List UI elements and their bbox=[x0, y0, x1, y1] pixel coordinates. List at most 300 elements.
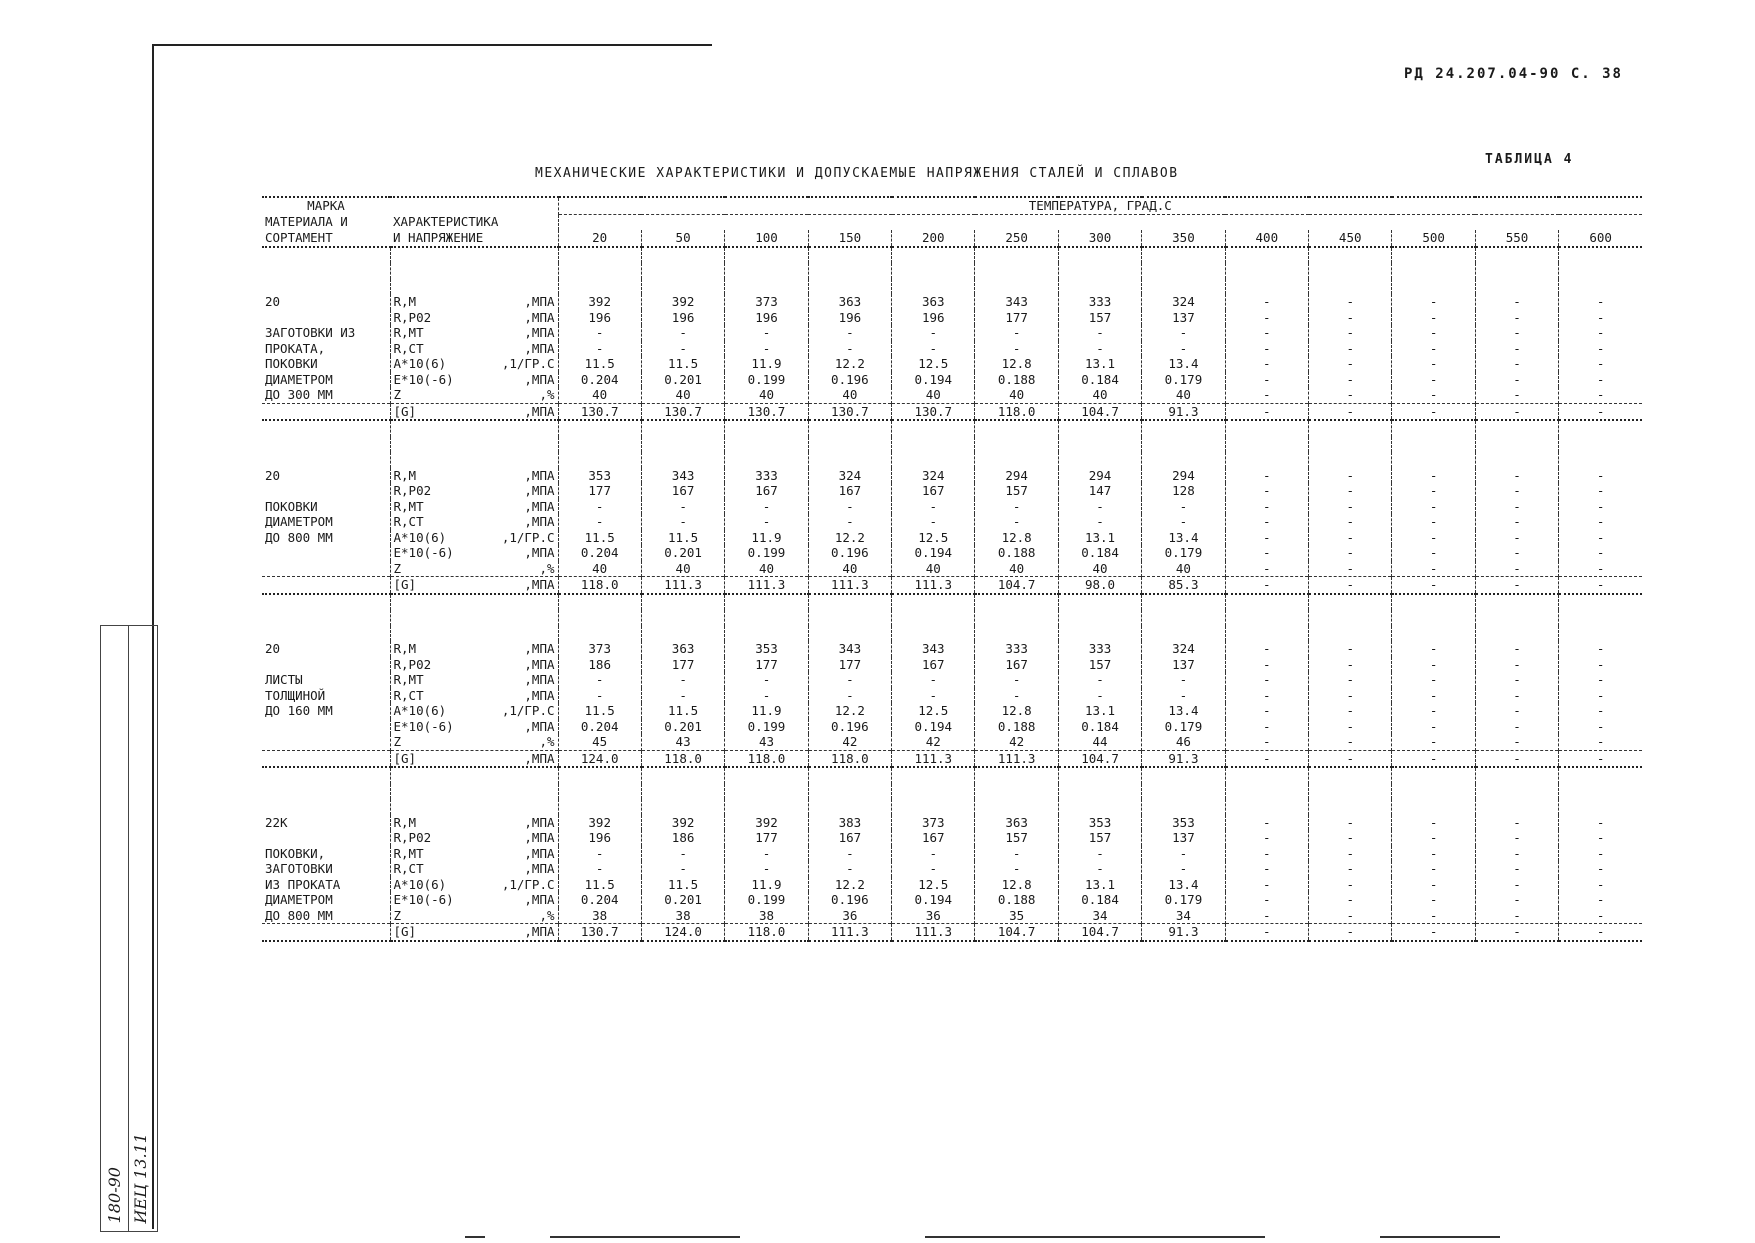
param-unit: ,МПА bbox=[524, 830, 555, 845]
value-cell: - bbox=[641, 846, 724, 862]
value-cell: - bbox=[1225, 815, 1308, 831]
value-cell bbox=[558, 799, 641, 815]
param-name: E*10(-6) bbox=[393, 718, 454, 734]
value-cell: 111.3 bbox=[892, 924, 975, 941]
value-cell: - bbox=[1475, 468, 1558, 484]
value-cell: 11.9 bbox=[725, 356, 808, 372]
value-cell: 0.204 bbox=[558, 892, 641, 908]
value-cell: - bbox=[558, 672, 641, 688]
table-row bbox=[262, 468, 1642, 484]
header-temp-cell: 300 bbox=[1058, 230, 1141, 247]
material-cell bbox=[262, 626, 390, 642]
material-cell bbox=[262, 784, 390, 800]
value-cell: - bbox=[1392, 641, 1475, 657]
value-cell: 0.184 bbox=[1058, 719, 1141, 735]
value-cell: - bbox=[1559, 514, 1642, 530]
value-cell: 392 bbox=[558, 294, 641, 310]
param-name: [G] bbox=[393, 577, 417, 592]
value-cell: 0.184 bbox=[1058, 545, 1141, 561]
value-cell: 13.4 bbox=[1142, 530, 1225, 546]
spacer-row bbox=[262, 784, 1642, 800]
material-cell bbox=[262, 719, 390, 735]
value-cell: - bbox=[975, 861, 1058, 877]
value-cell bbox=[808, 626, 891, 642]
param-cell bbox=[390, 420, 558, 437]
value-cell: - bbox=[892, 846, 975, 862]
spacer-row bbox=[262, 767, 1642, 784]
param-cell bbox=[390, 703, 558, 719]
param-name: R,MT bbox=[393, 672, 424, 687]
value-cell: - bbox=[1309, 561, 1392, 577]
spacer-row bbox=[262, 594, 1642, 611]
value-cell: - bbox=[808, 499, 891, 515]
value-cell: 167 bbox=[892, 657, 975, 673]
value-cell: 167 bbox=[892, 830, 975, 846]
value-cell: - bbox=[1142, 514, 1225, 530]
material-cell: ДО 300 ММ bbox=[265, 387, 333, 402]
material-cell: ДО 160 ММ bbox=[265, 703, 333, 718]
value-cell: - bbox=[1309, 356, 1392, 372]
value-cell: - bbox=[1475, 892, 1558, 908]
value-cell: - bbox=[1559, 483, 1642, 499]
value-cell bbox=[1392, 452, 1475, 468]
value-cell: 0.194 bbox=[892, 372, 975, 388]
value-cell: - bbox=[1392, 499, 1475, 515]
value-cell: - bbox=[1309, 341, 1392, 357]
value-cell: - bbox=[1309, 294, 1392, 310]
value-cell: - bbox=[1309, 387, 1392, 403]
table-row bbox=[262, 641, 1642, 657]
material-cell bbox=[262, 403, 390, 420]
value-cell: - bbox=[1392, 356, 1475, 372]
value-cell: - bbox=[1225, 499, 1308, 515]
value-cell: 11.5 bbox=[641, 877, 724, 893]
param-cell bbox=[390, 499, 558, 515]
value-cell: 333 bbox=[975, 641, 1058, 657]
value-cell: 0.179 bbox=[1142, 719, 1225, 735]
stamp-text: ИЕЦ 13.11 bbox=[131, 1132, 150, 1223]
table-row bbox=[262, 877, 1642, 893]
value-cell: - bbox=[1559, 672, 1642, 688]
value-cell bbox=[725, 799, 808, 815]
value-cell: 333 bbox=[1058, 294, 1141, 310]
param-name: Z bbox=[393, 387, 402, 402]
value-cell: 157 bbox=[1058, 657, 1141, 673]
value-cell bbox=[1058, 767, 1141, 784]
header-temp-cell: 500 bbox=[1392, 230, 1475, 247]
value-cell: - bbox=[1475, 325, 1558, 341]
stamp-divider bbox=[128, 626, 129, 1231]
value-cell: - bbox=[808, 341, 891, 357]
value-cell bbox=[1225, 767, 1308, 784]
value-cell bbox=[892, 610, 975, 626]
value-cell: - bbox=[1309, 719, 1392, 735]
value-cell bbox=[1392, 263, 1475, 279]
value-cell: - bbox=[1225, 924, 1308, 941]
value-cell bbox=[1225, 279, 1308, 295]
value-cell bbox=[641, 594, 724, 611]
value-cell: 124.0 bbox=[641, 924, 724, 941]
value-cell: 353 bbox=[725, 641, 808, 657]
document-code: РД 24.207.04-90 С. 38 bbox=[1403, 66, 1623, 82]
value-cell: - bbox=[1309, 403, 1392, 420]
frame-top-border bbox=[152, 44, 712, 46]
value-cell: - bbox=[1559, 734, 1642, 750]
value-cell bbox=[808, 452, 891, 468]
stamp-text: 180-90 bbox=[105, 1166, 124, 1223]
value-cell: 43 bbox=[641, 734, 724, 750]
material-cell: ПОКОВКИ, bbox=[265, 845, 326, 861]
value-cell: 111.3 bbox=[892, 750, 975, 767]
value-cell: - bbox=[1475, 657, 1558, 673]
spacer-row bbox=[262, 610, 1642, 626]
value-cell: - bbox=[558, 688, 641, 704]
value-cell bbox=[1392, 767, 1475, 784]
value-cell bbox=[725, 784, 808, 800]
table-row bbox=[262, 657, 1642, 673]
param-name: R,P02 bbox=[393, 309, 432, 325]
properties-table bbox=[262, 196, 1642, 942]
value-cell: 177 bbox=[725, 657, 808, 673]
value-cell bbox=[808, 247, 891, 264]
param-cell bbox=[390, 657, 558, 673]
value-cell bbox=[1225, 799, 1308, 815]
value-cell: - bbox=[1309, 830, 1392, 846]
value-cell: 128 bbox=[1142, 483, 1225, 499]
value-cell: - bbox=[1058, 688, 1141, 704]
value-cell: - bbox=[1309, 908, 1392, 924]
value-cell: 137 bbox=[1142, 310, 1225, 326]
value-cell: 196 bbox=[892, 310, 975, 326]
value-cell: - bbox=[1142, 325, 1225, 341]
param-name: R,CT bbox=[393, 861, 424, 876]
value-cell: 104.7 bbox=[1058, 924, 1141, 941]
param-name: E*10(-6) bbox=[393, 371, 454, 387]
value-cell: - bbox=[1225, 325, 1308, 341]
value-cell: - bbox=[1058, 861, 1141, 877]
value-cell: - bbox=[1559, 861, 1642, 877]
material-cell: 22К bbox=[265, 814, 288, 830]
value-cell: 111.3 bbox=[808, 577, 891, 594]
material-cell bbox=[262, 247, 390, 264]
value-cell: 373 bbox=[725, 294, 808, 310]
header-temp-cell: 550 bbox=[1475, 230, 1558, 247]
value-cell: 85.3 bbox=[1142, 577, 1225, 594]
value-cell bbox=[1475, 279, 1558, 295]
value-cell: 12.8 bbox=[975, 703, 1058, 719]
allowable-stress-row bbox=[262, 924, 1642, 941]
value-cell: 157 bbox=[975, 483, 1058, 499]
value-cell: - bbox=[975, 846, 1058, 862]
value-cell: 104.7 bbox=[975, 924, 1058, 941]
value-cell: - bbox=[1142, 861, 1225, 877]
value-cell bbox=[808, 594, 891, 611]
value-cell: - bbox=[1392, 750, 1475, 767]
value-cell bbox=[1559, 626, 1642, 642]
value-cell: 0.204 bbox=[558, 372, 641, 388]
spacer-row bbox=[262, 279, 1642, 295]
value-cell: - bbox=[1392, 846, 1475, 862]
value-cell: 12.8 bbox=[975, 877, 1058, 893]
param-unit: ,МПА bbox=[524, 514, 555, 529]
table-row bbox=[262, 672, 1642, 688]
header-row bbox=[262, 197, 1642, 214]
header-characteristic bbox=[390, 197, 558, 214]
param-unit: ,МПА bbox=[524, 718, 555, 734]
value-cell bbox=[1225, 784, 1308, 800]
value-cell bbox=[892, 767, 975, 784]
value-cell bbox=[808, 279, 891, 295]
value-cell bbox=[1309, 247, 1392, 264]
material-cell: ЗАГОТОВКИ ИЗ bbox=[265, 325, 356, 340]
value-cell: - bbox=[1475, 830, 1558, 846]
value-cell: 104.7 bbox=[1058, 750, 1141, 767]
param-name: R,M bbox=[393, 814, 417, 830]
param-name: [G] bbox=[393, 924, 417, 939]
value-cell: - bbox=[1225, 341, 1308, 357]
value-cell bbox=[1309, 610, 1392, 626]
param-cell bbox=[390, 468, 558, 484]
value-cell: - bbox=[1225, 310, 1308, 326]
table-row bbox=[262, 387, 1642, 403]
value-cell bbox=[1392, 626, 1475, 642]
param-cell bbox=[390, 387, 558, 403]
bottom-rule bbox=[550, 1236, 740, 1238]
value-cell: 167 bbox=[975, 657, 1058, 673]
value-cell: - bbox=[1309, 750, 1392, 767]
value-cell: - bbox=[1392, 530, 1475, 546]
value-cell: 0.179 bbox=[1142, 545, 1225, 561]
value-cell: - bbox=[1058, 499, 1141, 515]
value-cell: - bbox=[641, 688, 724, 704]
value-cell: - bbox=[1225, 846, 1308, 862]
value-cell: - bbox=[808, 861, 891, 877]
value-cell: - bbox=[1559, 294, 1642, 310]
value-cell: - bbox=[892, 861, 975, 877]
value-cell: - bbox=[1225, 545, 1308, 561]
material-cell: ПОКОВКИ bbox=[265, 498, 318, 514]
value-cell bbox=[558, 610, 641, 626]
value-cell: - bbox=[1392, 325, 1475, 341]
value-cell: 0.194 bbox=[892, 545, 975, 561]
value-cell: - bbox=[1142, 688, 1225, 704]
value-cell: 373 bbox=[892, 815, 975, 831]
value-cell bbox=[1475, 767, 1558, 784]
value-cell: 0.199 bbox=[725, 372, 808, 388]
value-cell: - bbox=[1058, 514, 1141, 530]
value-cell: 0.184 bbox=[1058, 372, 1141, 388]
value-cell bbox=[975, 420, 1058, 437]
param-unit: ,МПА bbox=[524, 656, 555, 672]
value-cell: 13.1 bbox=[1058, 356, 1141, 372]
value-cell bbox=[1475, 610, 1558, 626]
value-cell: 157 bbox=[1058, 310, 1141, 326]
header-material: МАРКА bbox=[262, 197, 390, 214]
value-cell: - bbox=[1559, 561, 1642, 577]
value-cell: 42 bbox=[892, 734, 975, 750]
value-cell: - bbox=[1309, 688, 1392, 704]
param-name: A*10(6) bbox=[393, 703, 447, 718]
table-row bbox=[262, 294, 1642, 310]
value-cell: - bbox=[1309, 861, 1392, 877]
value-cell: - bbox=[1392, 672, 1475, 688]
value-cell: 324 bbox=[892, 468, 975, 484]
value-cell bbox=[975, 594, 1058, 611]
bottom-rule bbox=[465, 1236, 485, 1238]
value-cell bbox=[558, 263, 641, 279]
value-cell bbox=[1559, 784, 1642, 800]
param-cell bbox=[390, 530, 558, 546]
value-cell: 13.4 bbox=[1142, 356, 1225, 372]
param-unit: ,1/ГР.С bbox=[501, 876, 555, 892]
value-cell: - bbox=[1392, 734, 1475, 750]
value-cell: - bbox=[1475, 341, 1558, 357]
material-cell bbox=[262, 750, 390, 767]
material-cell bbox=[262, 924, 390, 941]
table-title: МЕХАНИЧЕСКИЕ ХАРАКТЕРИСТИКИ И ДОПУСКАЕМЫЕ НАПРЯЖЕНИЯ СТАЛЕЙ И СПЛАВОВ bbox=[535, 166, 1179, 181]
value-cell bbox=[1475, 594, 1558, 611]
value-cell: 177 bbox=[558, 483, 641, 499]
value-cell: 392 bbox=[558, 815, 641, 831]
value-cell bbox=[1058, 610, 1141, 626]
value-cell: 91.3 bbox=[1142, 403, 1225, 420]
param-unit: ,МПА bbox=[524, 924, 555, 939]
value-cell: - bbox=[1559, 688, 1642, 704]
value-cell: - bbox=[1309, 530, 1392, 546]
param-cell bbox=[390, 784, 558, 800]
value-cell bbox=[641, 452, 724, 468]
value-cell bbox=[1225, 626, 1308, 642]
value-cell: 44 bbox=[1058, 734, 1141, 750]
value-cell: - bbox=[1225, 514, 1308, 530]
value-cell: - bbox=[1392, 483, 1475, 499]
param-cell bbox=[390, 514, 558, 530]
value-cell bbox=[1392, 594, 1475, 611]
material-cell bbox=[262, 263, 390, 279]
value-cell bbox=[1559, 799, 1642, 815]
value-cell bbox=[1559, 279, 1642, 295]
value-cell: - bbox=[1475, 310, 1558, 326]
spacer-row bbox=[262, 437, 1642, 453]
value-cell bbox=[1058, 626, 1141, 642]
value-cell: - bbox=[1475, 846, 1558, 862]
table-row bbox=[262, 861, 1642, 877]
header-temp-cell: 50 bbox=[641, 230, 724, 247]
value-cell: - bbox=[1392, 924, 1475, 941]
value-cell: 45 bbox=[558, 734, 641, 750]
material-cell: 20 bbox=[265, 294, 281, 309]
param-unit: ,1/ГР.С bbox=[501, 703, 555, 718]
value-cell: 118.0 bbox=[725, 924, 808, 941]
param-cell bbox=[390, 483, 558, 499]
value-cell: - bbox=[1392, 545, 1475, 561]
value-cell bbox=[1309, 279, 1392, 295]
param-name: R,M bbox=[393, 467, 417, 483]
value-cell: - bbox=[808, 846, 891, 862]
value-cell: - bbox=[1225, 403, 1308, 420]
revision-stamp bbox=[100, 625, 158, 1232]
value-cell: - bbox=[558, 325, 641, 341]
value-cell bbox=[558, 767, 641, 784]
param-name: R,CT bbox=[393, 514, 424, 529]
value-cell bbox=[1309, 263, 1392, 279]
value-cell: 118.0 bbox=[725, 750, 808, 767]
bottom-rule bbox=[1380, 1236, 1500, 1238]
value-cell bbox=[1225, 452, 1308, 468]
value-cell: 13.1 bbox=[1058, 530, 1141, 546]
value-cell: - bbox=[1309, 483, 1392, 499]
material-cell bbox=[262, 545, 390, 561]
value-cell: 167 bbox=[725, 483, 808, 499]
material-cell: ТОЛЩИНОЙ bbox=[265, 687, 326, 703]
value-cell: - bbox=[892, 688, 975, 704]
value-cell: 0.184 bbox=[1058, 892, 1141, 908]
param-cell bbox=[390, 545, 558, 561]
value-cell: - bbox=[1225, 577, 1308, 594]
value-cell bbox=[1475, 626, 1558, 642]
value-cell: 13.4 bbox=[1142, 877, 1225, 893]
value-cell: 38 bbox=[641, 908, 724, 924]
value-cell: 0.199 bbox=[725, 719, 808, 735]
table-row bbox=[262, 325, 1642, 341]
value-cell: 11.9 bbox=[725, 530, 808, 546]
value-cell: 333 bbox=[725, 468, 808, 484]
value-cell: - bbox=[1225, 387, 1308, 403]
value-cell: 35 bbox=[975, 908, 1058, 924]
value-cell bbox=[1058, 452, 1141, 468]
value-cell: - bbox=[1309, 641, 1392, 657]
value-cell: - bbox=[1225, 530, 1308, 546]
value-cell: 0.196 bbox=[808, 372, 891, 388]
value-cell: - bbox=[1309, 514, 1392, 530]
value-cell: 38 bbox=[558, 908, 641, 924]
value-cell: - bbox=[1392, 861, 1475, 877]
table-row bbox=[262, 719, 1642, 735]
value-cell bbox=[558, 279, 641, 295]
value-cell: - bbox=[1392, 657, 1475, 673]
material-cell bbox=[262, 310, 390, 326]
param-unit: ,МПА bbox=[524, 577, 555, 592]
value-cell: 11.5 bbox=[641, 703, 724, 719]
value-cell: - bbox=[1559, 387, 1642, 403]
value-cell: - bbox=[1309, 815, 1392, 831]
table-row bbox=[262, 830, 1642, 846]
value-cell: - bbox=[1559, 356, 1642, 372]
material-cell bbox=[262, 830, 390, 846]
value-cell: 40 bbox=[808, 561, 891, 577]
value-cell: 118.0 bbox=[808, 750, 891, 767]
value-cell: 12.2 bbox=[808, 877, 891, 893]
value-cell: 40 bbox=[1142, 387, 1225, 403]
value-cell: - bbox=[892, 672, 975, 688]
material-cell: 20 bbox=[265, 467, 281, 483]
value-cell: - bbox=[1309, 657, 1392, 673]
value-cell: - bbox=[1309, 372, 1392, 388]
value-cell: 0.188 bbox=[975, 719, 1058, 735]
value-cell bbox=[1058, 420, 1141, 437]
value-cell: 0.188 bbox=[975, 372, 1058, 388]
param-cell bbox=[390, 437, 558, 453]
value-cell: 12.2 bbox=[808, 356, 891, 372]
value-cell: 91.3 bbox=[1142, 924, 1225, 941]
value-cell: - bbox=[1559, 530, 1642, 546]
value-cell: - bbox=[892, 341, 975, 357]
value-cell bbox=[975, 799, 1058, 815]
value-cell: 392 bbox=[641, 294, 724, 310]
param-cell bbox=[390, 672, 558, 688]
param-unit: ,% bbox=[539, 734, 555, 749]
value-cell: - bbox=[725, 846, 808, 862]
